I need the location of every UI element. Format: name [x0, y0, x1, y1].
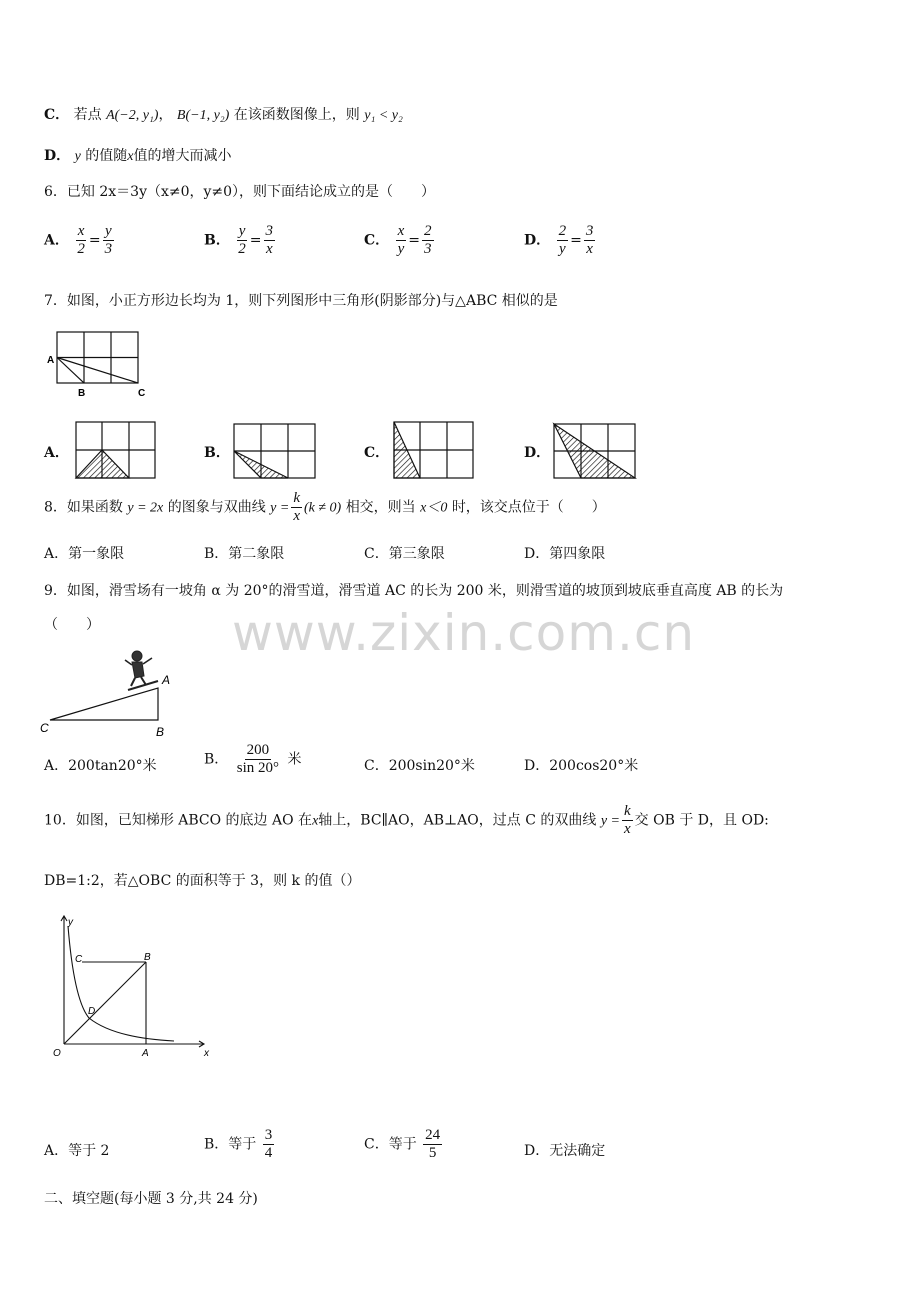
- frac-num: x: [77, 223, 85, 239]
- frac-num: 3: [264, 1127, 273, 1143]
- option-text: 的值随: [85, 148, 128, 164]
- q7-reference-figure: [44, 326, 154, 402]
- q9-ski-slope-figure: [40, 644, 180, 740]
- q7-stem: 7．如图，小正方形边长均为 1，则下列图形中三角形(阴影部分)与△ABC 相似的是: [44, 293, 558, 309]
- watermark-text: www.zixin.com.cn: [232, 604, 696, 662]
- label-c: C: [75, 954, 83, 965]
- q10-option-d: D．无法确定: [524, 1143, 606, 1159]
- frac-den: x: [265, 241, 273, 257]
- q8-option-c: C．第三象限: [364, 546, 445, 562]
- frac-num: 24: [425, 1127, 441, 1143]
- q10-option-b: [204, 1127, 276, 1162]
- section-heading: 二、填空题(每小题 3 分,共 24 分): [44, 1191, 258, 1207]
- frac-num: k: [624, 803, 631, 819]
- frac-den: x: [624, 821, 631, 837]
- frac-den: 3: [424, 241, 432, 257]
- frac-num: 2: [424, 223, 432, 239]
- label-b: B: [78, 388, 86, 399]
- stem-text: 时，该交点位于（ ）: [451, 499, 606, 516]
- label-o: O: [53, 1048, 61, 1059]
- q10-stem-line1: [44, 803, 769, 838]
- q8-option-a: A．第一象限: [44, 546, 125, 562]
- frac-den: y: [559, 241, 566, 257]
- frac-num: 2: [558, 223, 567, 239]
- option-label: C．等于: [364, 1136, 417, 1153]
- unit: 米: [287, 751, 302, 768]
- q6-option-a: A． $\frac{x}{2}$ = $\frac{y}{3}$: [44, 223, 113, 257]
- q7-option-b-figure: [232, 419, 318, 481]
- stem-text: 10．如图，已知梯形 ABCO 的底边 AO 在: [44, 812, 313, 829]
- frac-den: 4: [264, 1145, 273, 1161]
- q7-option-c-figure: [392, 419, 476, 481]
- q10-option-c: [364, 1127, 444, 1162]
- stem-text: 8．如果函数: [44, 499, 123, 516]
- math-var: x: [127, 149, 134, 164]
- math-y: y =: [270, 500, 290, 516]
- frac-den: 2: [77, 241, 85, 257]
- label-c: C: [138, 388, 146, 399]
- option-text: 若点: [73, 107, 102, 123]
- q5-option-d: [44, 145, 231, 165]
- frac-num: y: [104, 223, 112, 239]
- q10-stem-line2: DB=1:2，若△OBC 的面积等于 3，则 k 的值（）: [44, 873, 361, 889]
- stem-text: 交 OB 于 D，且 OD:: [634, 812, 769, 829]
- frac-num: y: [238, 223, 246, 239]
- q8-stem: [44, 490, 606, 525]
- math-y: y =: [600, 813, 620, 829]
- label-c: C: [40, 721, 49, 735]
- q7-option-a-label: A．: [44, 445, 69, 461]
- q10-option-a: A．等于 2: [44, 1143, 110, 1159]
- q6-option-d: D． $\frac{2}{y}$ = $\frac{3}{x}$: [524, 223, 594, 257]
- option-label: D．: [524, 232, 551, 249]
- label-a: A: [47, 355, 55, 366]
- q5-option-c: [44, 104, 403, 124]
- math-point-b: B(−1, y₂): [176, 108, 230, 123]
- math-cond: (k ≠ 0): [304, 500, 342, 516]
- q9-option-b: [204, 742, 301, 777]
- label-y: y: [68, 917, 73, 928]
- q6-options: [44, 223, 864, 267]
- q7-option-b-label: B．: [204, 445, 230, 461]
- option-label: C．: [364, 232, 390, 249]
- math-var: y: [74, 149, 81, 164]
- q7-option-c-label: C．: [364, 445, 390, 461]
- q6-stem: 6．已知 2x＝3y（x≠0，y≠0），则下面结论成立的是（ ）: [44, 184, 436, 200]
- q9-stem-line1: 9．如图，滑雪场有一坡角 α 为 20°的滑雪道，滑雪道 AC 的长为 200 米，则滑雪道的坡顶到坡底垂直高度 AB 的长为: [44, 583, 784, 599]
- q6-option-c: C． $\frac{x}{y}$ = $\frac{2}{3}$: [364, 223, 432, 257]
- frac-den: y: [397, 241, 405, 257]
- label-a: A: [142, 1048, 149, 1059]
- stem-text: 的图象与双曲线: [167, 499, 266, 516]
- q9-option-a: A．200tan20°米: [44, 758, 157, 774]
- frac-num: x: [397, 223, 405, 239]
- option-label: B．: [204, 232, 230, 249]
- q6-option-b: B． $\frac{y}{2}$ = $\frac{3}{x}$: [204, 223, 274, 257]
- q10-coordinate-figure: [44, 910, 214, 1060]
- option-text: 在该函数图像上，则: [233, 107, 360, 123]
- label-a: A: [162, 673, 171, 687]
- math-point-a: A(−2, y₁): [106, 108, 159, 123]
- q7-option-d-figure: [552, 419, 638, 481]
- option-label: B．等于: [204, 1136, 257, 1153]
- q7-option-a-figure: [74, 419, 158, 481]
- frac-den: x: [293, 508, 300, 524]
- option-text: 值的增大而减小: [133, 148, 232, 164]
- math-func: y = 2x: [127, 500, 164, 516]
- frac-num: 3: [265, 223, 274, 239]
- frac-num: k: [293, 490, 300, 506]
- label-b: B: [156, 725, 165, 739]
- q9-stem-line2: （ ）: [44, 617, 100, 633]
- frac-den: 5: [428, 1145, 437, 1161]
- option-label: B．: [204, 751, 229, 768]
- math-xcond: x＜0: [420, 500, 448, 516]
- option-label: D．: [44, 148, 71, 164]
- option-label: C．: [44, 107, 70, 123]
- frac-den: sin 20°: [236, 760, 280, 776]
- label-x: x: [204, 1048, 209, 1059]
- frac-num: 200: [246, 742, 270, 758]
- q9-option-c: C．200sin20°米: [364, 758, 475, 774]
- frac-num: 3: [585, 223, 594, 239]
- stem-text: 轴上，BC∥AO，AB⊥AO，过点 C 的双曲线: [318, 812, 597, 829]
- punct: ，: [158, 107, 173, 123]
- q9-option-d: D．200cos20°米: [524, 758, 639, 774]
- math-var: x: [312, 813, 319, 829]
- frac-den: 2: [238, 241, 246, 257]
- q7-option-d-label: D．: [524, 445, 551, 461]
- frac-den: 3: [104, 241, 113, 257]
- label-d: D: [88, 1006, 96, 1017]
- skier-icon: [125, 651, 158, 690]
- option-label: A．: [44, 232, 69, 249]
- q8-option-b: B．第二象限: [204, 546, 285, 562]
- stem-text: 相交，则当: [345, 499, 416, 516]
- label-b: B: [144, 952, 151, 963]
- q8-option-d: D．第四象限: [524, 546, 606, 562]
- math-inequality: y₁ < y₂: [364, 108, 403, 123]
- frac-den: x: [586, 241, 593, 257]
